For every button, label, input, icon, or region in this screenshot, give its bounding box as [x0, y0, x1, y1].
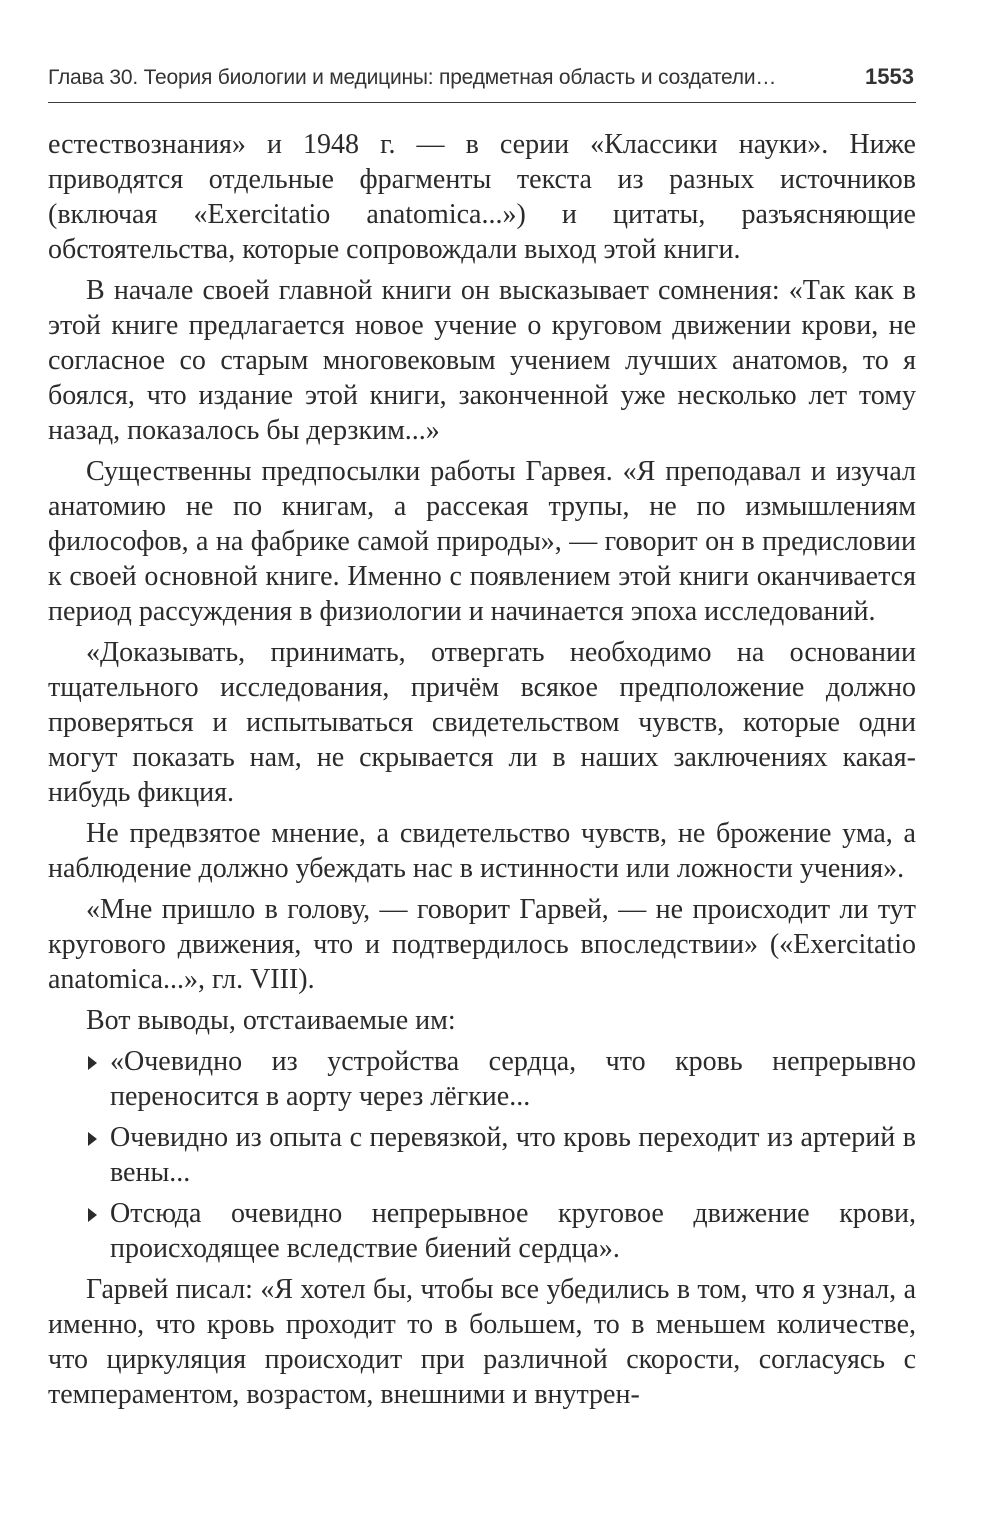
- chapter-title: Глава 30. Теория биологии и медицины: предметная область и создатели…: [48, 66, 777, 89]
- list-item-text: «Очевидно из устройства сердца, что кровь непрерывно переносится в аорту через лёгкие...: [110, 1046, 916, 1112]
- list-item: [48, 1196, 916, 1266]
- paragraph: Гарвей писал: «Я хотел бы, чтобы все убедились в том, что я узнал, а именно, что кровь проходит то в большем, то в меньшем количестве, что циркуляция происходит при различной скорости, согласуясь с темпераментом, возрастом, внешними и внутрен-: [48, 1274, 916, 1410]
- list-item-text: Очевидно из опыта с перевязкой, что кровь переходит из артерий в вены...: [110, 1122, 916, 1188]
- list-intro: Вот выводы, отстаиваемые им:: [86, 1005, 456, 1036]
- quote-paragraph: Не предвзятое мнение, а свидетельство чувств, не брожение ума, а наблюдение должно убеждать нас в истинности или ложности учения».: [48, 818, 916, 884]
- list-item: [48, 1120, 916, 1190]
- list-item: [48, 1044, 916, 1114]
- quote-paragraph: «Мне пришло в голову, — говорит Гарвей, — не происходит ли тут кругового движения, что и подтвердилось впоследствии» («Exercitatio anatomica...», гл. VIII).: [48, 894, 916, 995]
- body-text: [48, 127, 916, 1418]
- paragraph: естествознания» и 1948 г. — в серии «Классики науки». Ниже приводятся отдельные фрагменты текста из разных источников (включая «Exercitatio anatomica...») и цитаты, разъясняющие обстоятельства, которые сопровождали выход этой книги.: [48, 129, 916, 265]
- triangle-bullet-icon: [88, 1056, 97, 1070]
- list-item-text: Отсюда очевидно непрерывное круговое движение крови, происходящее вследствие биений сердца».: [110, 1198, 916, 1264]
- page-number: 1553: [865, 64, 914, 89]
- running-header: [48, 62, 916, 103]
- conclusions-list: [48, 1044, 916, 1266]
- triangle-bullet-icon: [88, 1132, 97, 1146]
- paragraph: В начале своей главной книги он высказывает сомнения: «Так как в этой книге предлагается новое учение о круговом движении крови, не согласное со старым многовековым учением лучших анатомов, то я боялся, что издание этой книги, законченной уже несколько лет тому назад, показалось бы дерзким...»: [48, 275, 916, 446]
- triangle-bullet-icon: [88, 1208, 97, 1222]
- paragraph: Существенны предпосылки работы Гарвея. «Я преподавал и изучал анатомию не по книгам, а рассекая трупы, не по измышлениям философов, а на фабрике самой природы», — говорит он в предисловии к своей основной книге. Именно с появлением этой книги оканчивается период рассуждения в физиологии и начинается эпоха исследований.: [48, 456, 916, 627]
- quote-paragraph: «Доказывать, принимать, отвергать необходимо на основании тщательного исследования, причём всякое предположение должно проверяться и испытываться свидетельством чувств, которые одни могут показать нам, не скрывается ли в наших заключениях какая-нибудь фикция.: [48, 637, 916, 808]
